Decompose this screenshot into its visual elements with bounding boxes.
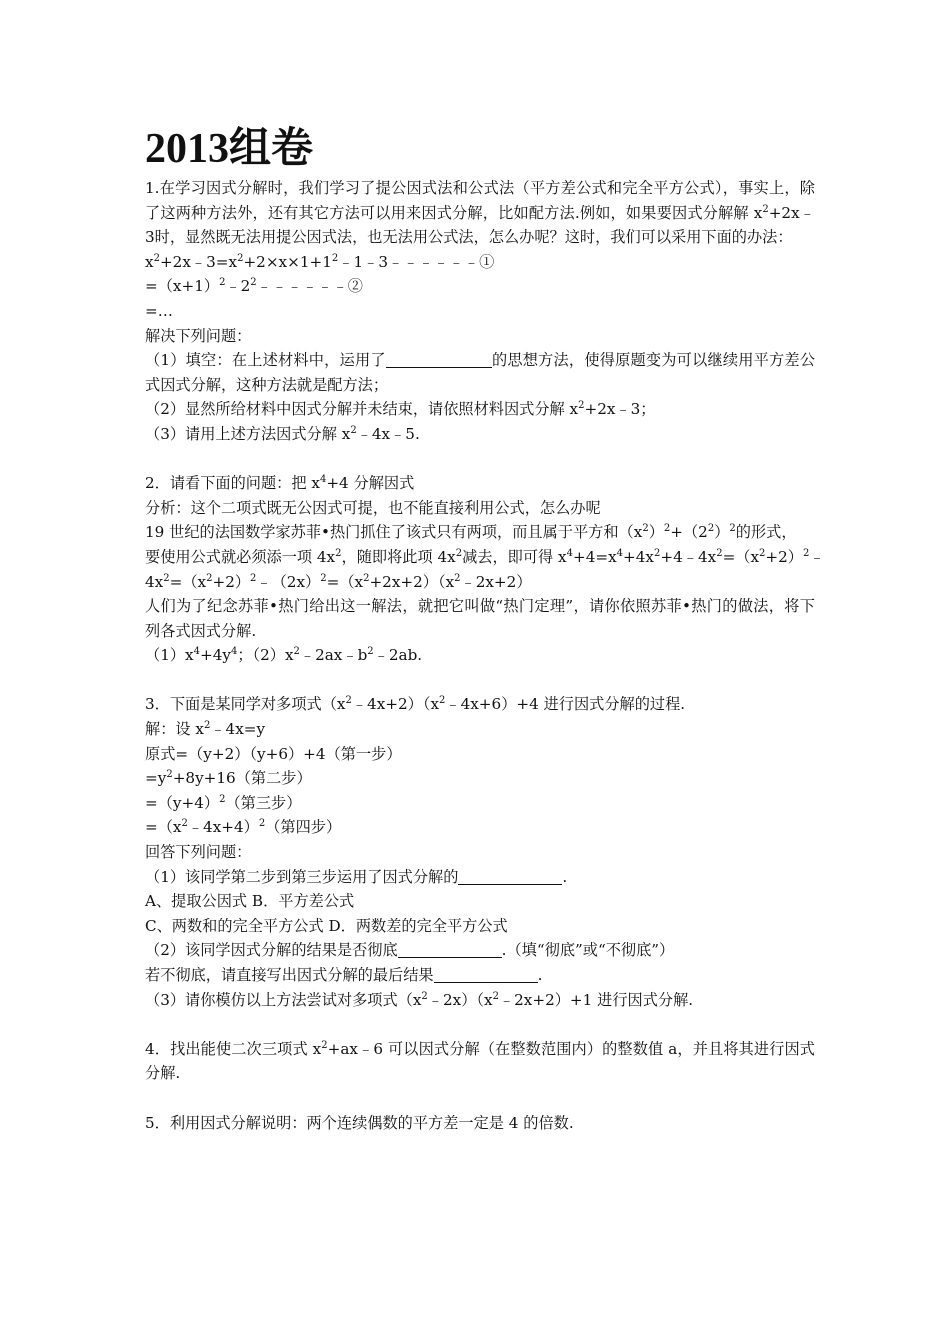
answer-blank[interactable] [434, 964, 538, 983]
q1-step3: =… [145, 301, 173, 320]
question-2 [145, 471, 825, 668]
q3-line1: 3．下面是某同学对多项式$(x^2﹣4x+2)(x^2﹣4x+6)+4$ 进行因式分解的过程. [145, 695, 686, 714]
answer-blank[interactable] [386, 349, 492, 368]
question-3 [145, 692, 815, 1012]
q2-line3: 19 世纪的法国数学家苏菲•热门抓住了该式只有两项，而且属于平方和$(x^2)^2+(2^2)^2$的形式， [145, 523, 797, 542]
q2-analysis: 分析：这个二项式既无公因式可提，也不能直接利用公式，怎么办呢 [145, 498, 601, 517]
question-5 [145, 1111, 815, 1136]
q3-line7: 回答下列问题： [145, 843, 252, 862]
q1-part1: （1）填空：在上述材料中，运用了 的思想方法，使得原题变为可以继续用平方差公式因式分解，这种方法就是配方法； [145, 351, 816, 394]
q3-option-cd: C、两数和的完全平方公式 D．两数差的完全平方公式 [145, 916, 508, 935]
q4-line1: 4．找出能使二次三项式 $x^2+ax﹣6$ 可以因式分解（在整数范围内）的整数值 a，并且将其进行因式分解. [145, 1039, 815, 1083]
answer-blank[interactable] [398, 939, 502, 958]
q3-line12: 若不彻底，请直接写出因式分解的最后结果 . [145, 966, 543, 984]
q1-intro: 1.在学习因式分解时，我们学习了提公因式法和公式法（平方差公式和完全平方公式），事实上，除了这两种方法外，还有其它方法可以用来因式分解，比如配方法.例如，如果要因式分解解 $x^2+2x﹣3$时，显然既无法用提公因式法，也无法用公式法，怎么办呢？这时，我们可以采用下面的办法： [145, 179, 815, 247]
q3-line5: $=(y+4)^2$（第三步） [145, 793, 302, 812]
q1-step1: $x^2+2x﹣3=x^2+2\times x\times 1+1^2﹣1﹣3﹣﹣﹣﹣﹣﹣①$ [145, 252, 495, 271]
q2-line6: 人们为了纪念苏菲•热门给出这一解法，就把它叫做“热门定理”，请你依照苏菲•热门的做法，将下列各式因式分解. [145, 597, 815, 640]
page-title: 2013组卷 [145, 126, 314, 172]
q2-line1: 2．请看下面的问题：把 $x^4+4$ 分解因式 [145, 474, 415, 493]
q2-line4: 要使用公式就必须添一项 $4x^2$，随即将此项 $4x^2$减去，即可得 $x^4+4=x^4+4x^2+4﹣4x^2=(x^2+2)^2﹣$ [145, 547, 825, 566]
q3-line3: 原式=（y+2）（y+6）+4（第一步） [145, 744, 402, 763]
q5-line1: 5．利用因式分解说明：两个连续偶数的平方差一定是 4 的倍数. [145, 1113, 574, 1132]
q3-line6: $=(x^2﹣4x+4)^2$（第四步） [145, 818, 342, 837]
q1-solve-heading: 解决下列问题： [145, 326, 252, 345]
q1-step2: $=(x+1)^2﹣2^2﹣﹣﹣﹣﹣﹣②$ [145, 277, 363, 296]
document-page [145, 122, 825, 1135]
q1-part2: （2）显然所给材料中因式分解并未结束，请依照材料因式分解 $x^2+2x﹣3$； [145, 400, 656, 419]
q3-option-ab: A、提取公因式 B．平方差公式 [145, 892, 355, 911]
q3-line8: （1）该同学第二步到第三步运用了因式分解的 . [145, 867, 568, 886]
q2-line7: $(1)x^4+4y^4$；$(2)x^2﹣2ax﹣b^2﹣2ab$. [145, 646, 423, 665]
q3-line11: （2）该同学因式分解的结果是否彻底 .（填“彻底”或“不彻底”） [145, 941, 675, 960]
question-1 [145, 176, 815, 447]
q1-part3: （3）请用上述方法因式分解 $x^2﹣4x﹣5$. [145, 424, 420, 443]
question-4 [145, 1037, 815, 1086]
q3-line13: （3）请你模仿以上方法尝试对多项式$(x^2﹣2x)(x^2﹣2x+2)+1$ 进行因式分解. [145, 990, 694, 1009]
answer-blank[interactable] [458, 866, 562, 885]
q2-line5: $4x^2=(x^2+2)^2﹣(2x)^2=(x^2+2x+2)(x^2﹣2x+2)$ [145, 572, 532, 591]
q3-line4: $=y^2+8y+16$（第二步） [145, 769, 312, 788]
q3-line2: 解：设 $x^2﹣4x=y$ [145, 720, 266, 739]
